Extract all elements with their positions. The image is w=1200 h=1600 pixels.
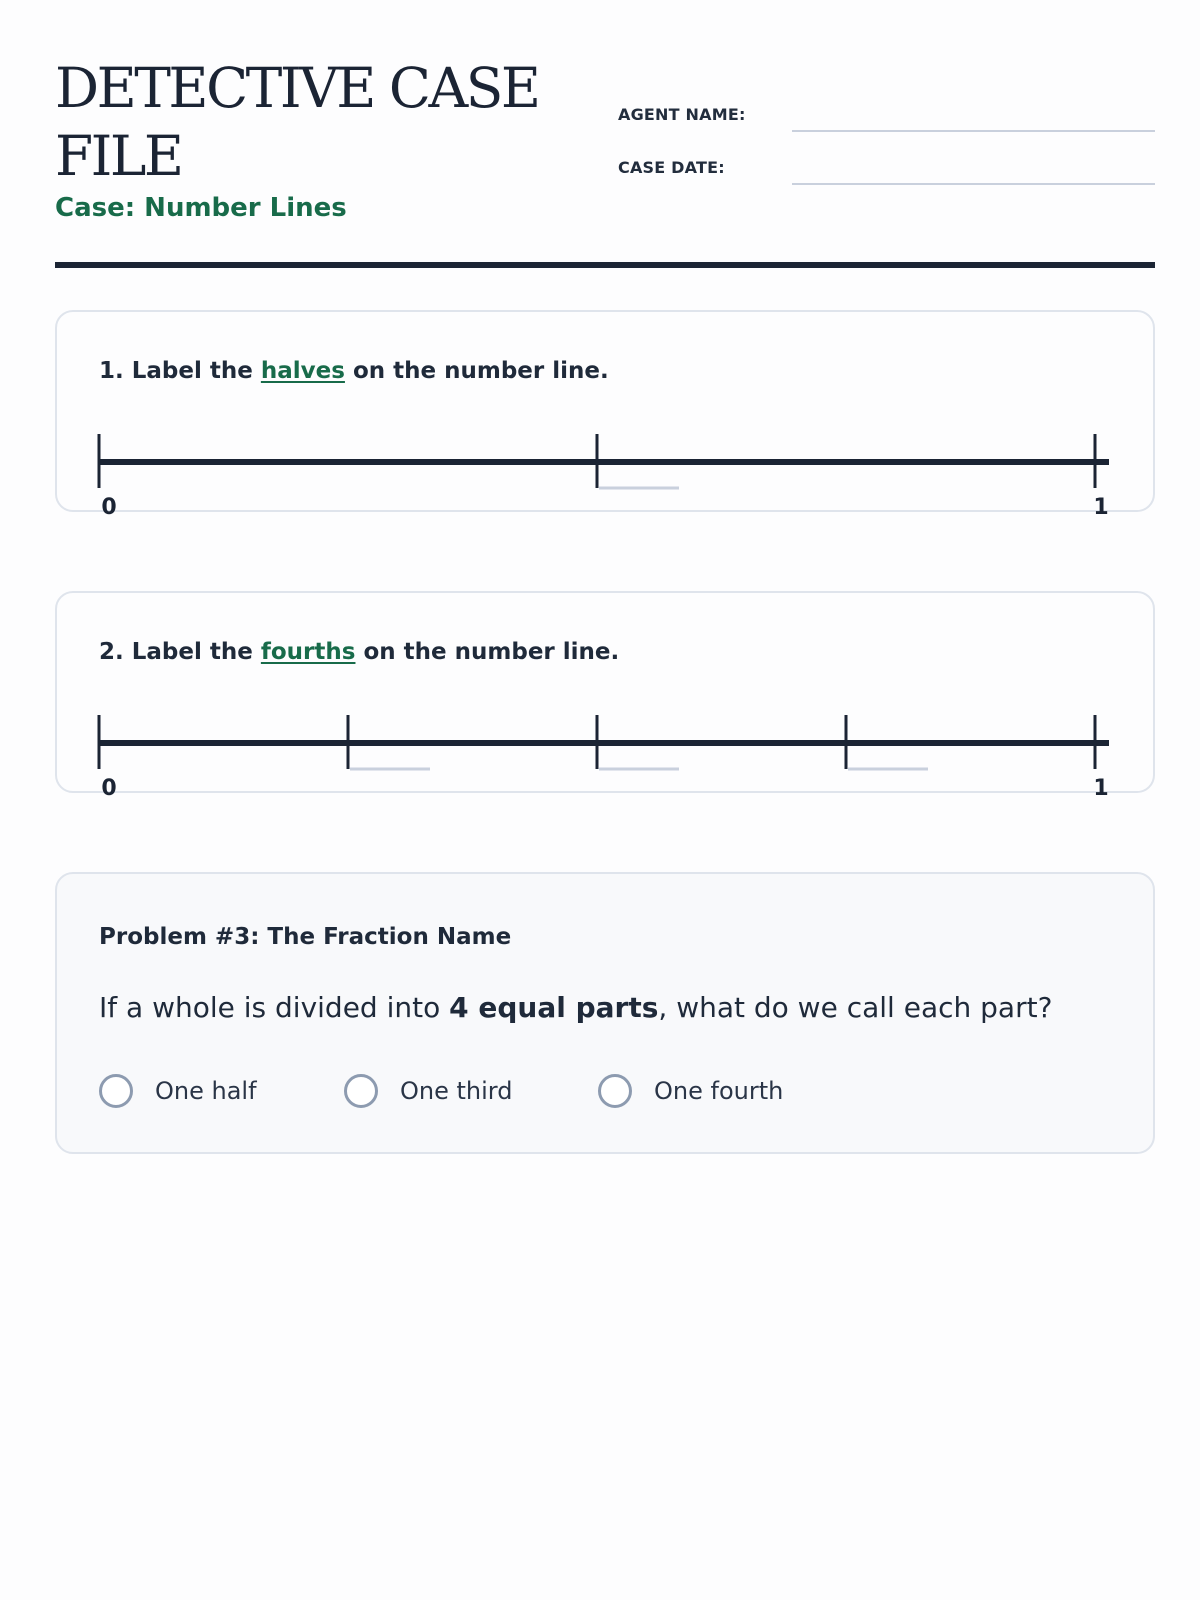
agent-name-field[interactable] — [792, 130, 1155, 132]
problem-2-keyword: fourths — [260, 639, 356, 665]
problem-2-suffix: on the number line. — [363, 639, 620, 665]
problem-1-prefix: 1. Label the — [99, 358, 253, 384]
radio-button[interactable] — [598, 1074, 632, 1108]
problem-1-card — [55, 310, 1155, 520]
problem-2-prefix: 2. Label the — [99, 639, 253, 665]
number-line-start-label: 0 — [101, 495, 117, 520]
option-one-half[interactable] — [99, 1071, 257, 1111]
problem-1-suffix: on the number line. — [352, 358, 609, 384]
number-line-end-label: 1 — [1093, 776, 1109, 801]
agent-name-label: AGENT NAME: — [618, 105, 746, 124]
halves-number-line — [99, 430, 1113, 530]
problem-2-prompt — [99, 639, 619, 665]
case-date-field[interactable] — [792, 183, 1155, 185]
question-text-start: If a whole is divided into — [99, 991, 441, 1024]
option-label: One third — [400, 1077, 513, 1105]
case-date-label: CASE DATE: — [618, 158, 725, 177]
problem-2-card — [55, 591, 1155, 801]
question-emphasis: 4 equal parts — [449, 991, 659, 1024]
header — [55, 0, 1155, 270]
problem-3-card — [55, 872, 1155, 1154]
problem-1-prompt — [99, 358, 609, 384]
option-one-fourth[interactable] — [598, 1071, 783, 1111]
problem-1-keyword: halves — [260, 358, 345, 384]
radio-button[interactable] — [99, 1074, 133, 1108]
problem-3-question — [99, 991, 1052, 1024]
worksheet-page — [55, 0, 1155, 1105]
option-one-third[interactable] — [344, 1071, 512, 1111]
problem-3-title: Problem #3: The Fraction Name — [99, 924, 512, 950]
case-subtitle: Case: Number Lines — [55, 193, 347, 223]
header-divider — [55, 262, 1155, 268]
option-label: One half — [155, 1077, 257, 1105]
fourths-number-line — [99, 711, 1113, 811]
page-title: DETECTIVE CASE FILE — [55, 56, 539, 188]
radio-button[interactable] — [344, 1074, 378, 1108]
number-line-start-label: 0 — [101, 776, 117, 801]
option-label: One fourth — [654, 1077, 784, 1105]
question-text-end: , what do we call each part? — [658, 991, 1053, 1024]
number-line-end-label: 1 — [1093, 495, 1109, 520]
